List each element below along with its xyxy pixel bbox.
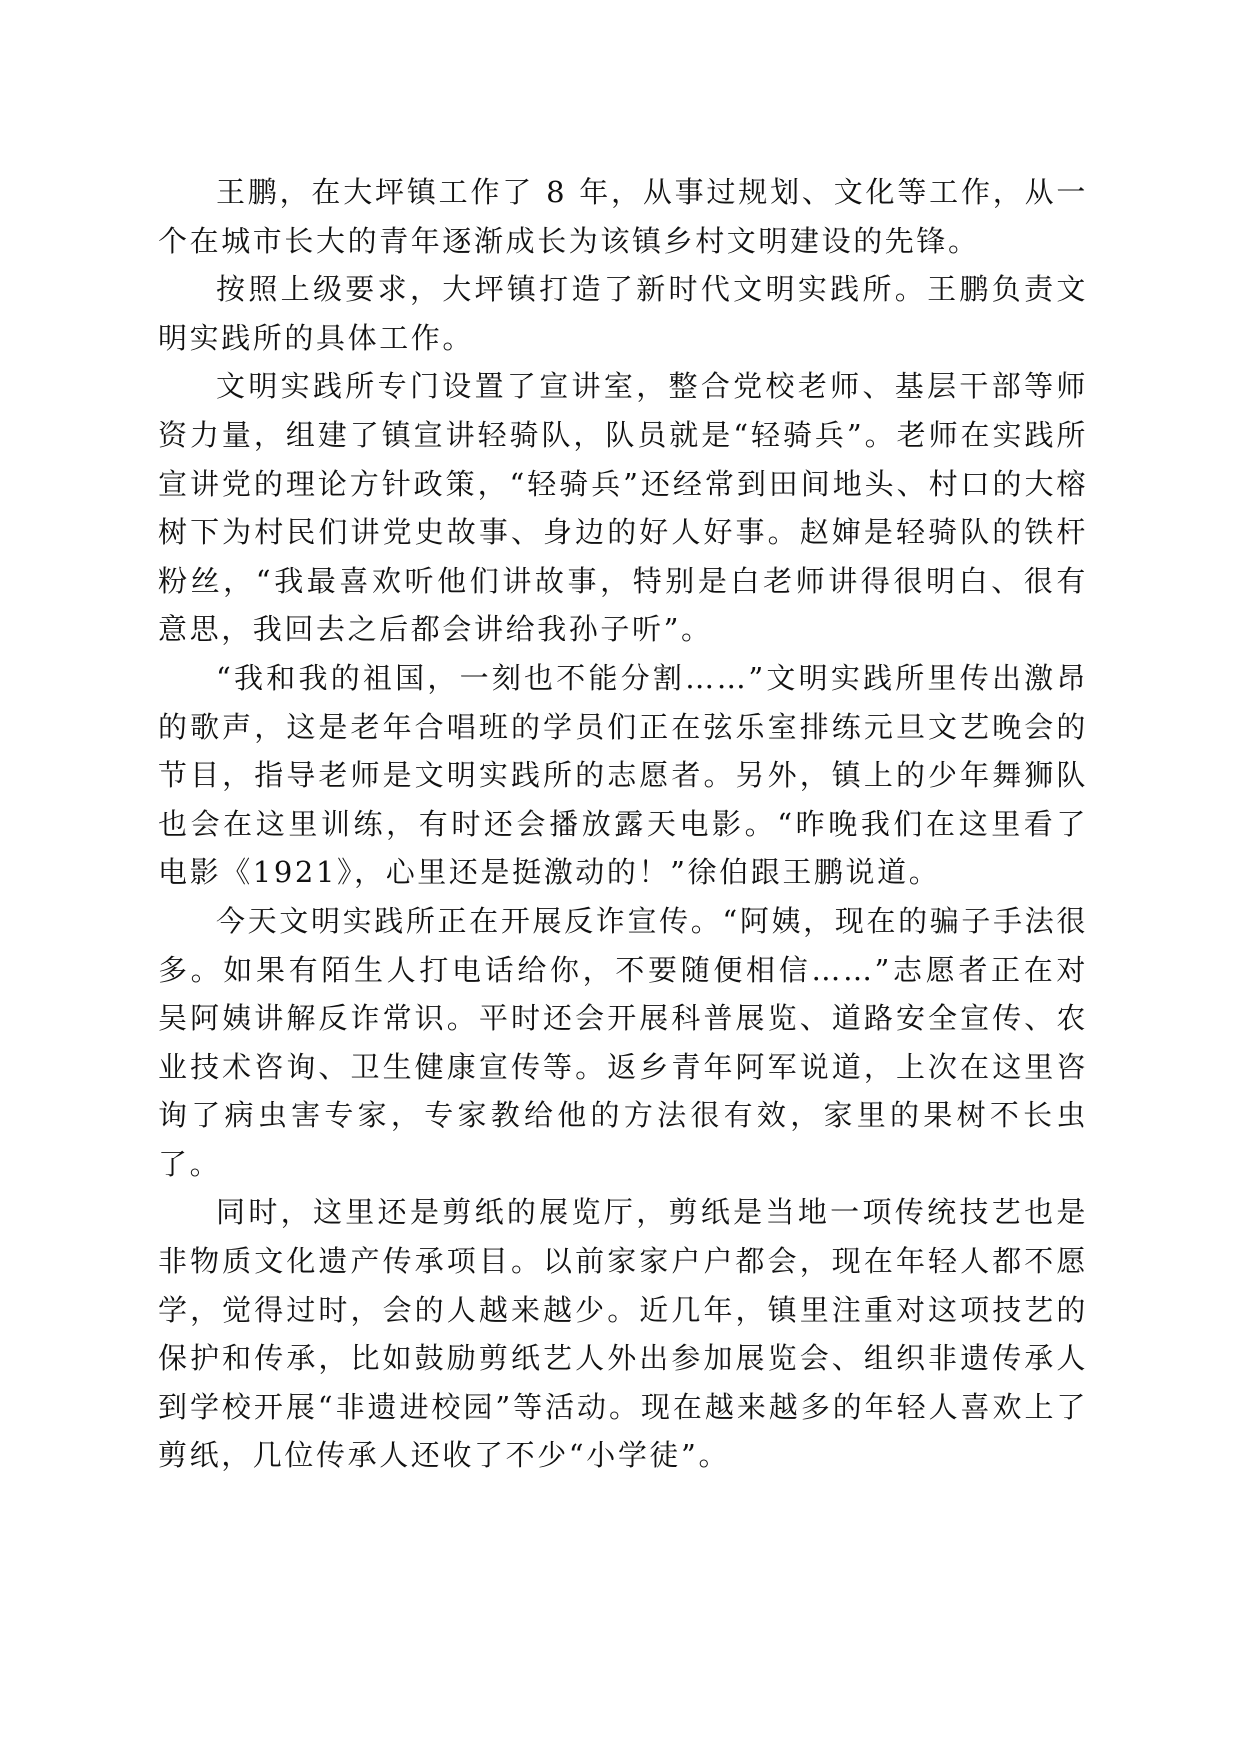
paragraph-6: 同时，这里还是剪纸的展览厅，剪纸是当地一项传统技艺也是非物质文化遗产传承项目。以前家家户户都会，现在年轻人都不愿学，觉得过时，会的人越来越少。近几年，镇里注重对这项技艺的保护和传承，比如鼓励剪纸艺人外出参加展览会、组织非遗传承人到学校开展“非遗进校园”等活动。现在越来越多的年轻人喜欢上了剪纸，几位传承人还收了不少“小学徒”。 (158, 1195, 1088, 1473)
article-body (158, 168, 1088, 1480)
paragraph-2: 按照上级要求，大坪镇打造了新时代文明实践所。王鹏负责文明实践所的具体工作。 (158, 272, 1088, 355)
paragraph-5: 今天文明实践所正在开展反诈宣传。“阿姨，现在的骗子手法很多。如果有陌生人打电话给你，不要随便相信……”志愿者正在对吴阿姨讲解反诈常识。平时还会开展科普展览、道路安全宣传、农业技术咨询、卫生健康宣传等。返乡青年阿军说道，上次在这里咨询了病虫害专家，专家教给他的方法很有效，家里的果树不长虫了。 (158, 903, 1088, 1181)
paragraph-3: 文明实践所专门设置了宣讲室，整合党校老师、基层干部等师资力量，组建了镇宣讲轻骑队，队员就是“轻骑兵”。老师在实践所宣讲党的理论方针政策，“轻骑兵”还经常到田间地头、村口的大榕树下为村民们讲党史故事、身边的好人好事。赵婶是轻骑队的铁杆粉丝，“我最喜欢听他们讲故事，特别是白老师讲得很明白、很有意思，我回去之后都会讲给我孙子听”。 (158, 369, 1088, 647)
paragraph-4: “我和我的祖国，一刻也不能分割……”文明实践所里传出激昂的歌声，这是老年合唱班的学员们正在弦乐室排练元旦文艺晚会的节目，指导老师是文明实践所的志愿者。另外，镇上的少年舞狮队也会在这里训练，有时还会播放露天电影。“昨晚我们在这里看了电影《1921》，心里还是挺激动的！”徐伯跟王鹏说道。 (158, 660, 1088, 890)
paragraph-1: 王鹏，在大坪镇工作了 8 年，从事过规划、文化等工作，从一个在城市长大的青年逐渐成长为该镇乡村文明建设的先锋。 (158, 175, 1088, 258)
